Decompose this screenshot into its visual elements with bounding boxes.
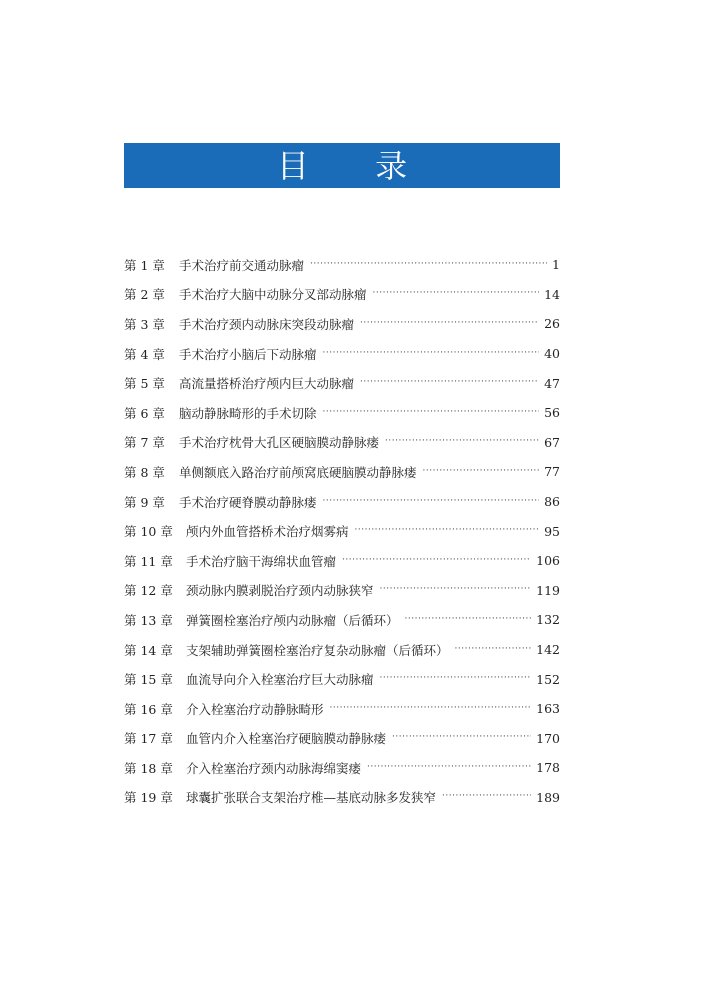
page-number: 47 bbox=[544, 375, 560, 391]
chapter-title: 球囊扩张联合支架治疗椎—基底动脉多发狭窄 bbox=[186, 790, 437, 806]
toc-entry[interactable] bbox=[124, 694, 560, 724]
chapter-number: 第 10 章 bbox=[124, 524, 173, 540]
dot-leader bbox=[342, 555, 531, 565]
chapter-title: 手术治疗大脑中动脉分叉部动脉瘤 bbox=[179, 287, 367, 303]
dot-leader bbox=[442, 791, 531, 801]
chapter-number: 第 19 章 bbox=[124, 790, 173, 806]
dot-leader bbox=[360, 318, 539, 328]
page-number: 152 bbox=[536, 671, 560, 687]
dot-leader bbox=[330, 703, 532, 713]
chapter-number: 第 11 章 bbox=[124, 553, 173, 569]
dot-leader bbox=[392, 732, 531, 742]
chapter-title: 弹簧圈栓塞治疗颅内动脉瘤（后循环） bbox=[186, 612, 399, 628]
chapter-number: 第 2 章 bbox=[124, 287, 165, 303]
dot-leader bbox=[455, 644, 532, 654]
dot-leader bbox=[380, 584, 532, 594]
chapter-title: 颅内外血管搭桥术治疗烟雾病 bbox=[186, 524, 349, 540]
chapter-number: 第 12 章 bbox=[124, 583, 173, 599]
chapter-number: 第 15 章 bbox=[124, 672, 173, 688]
page-number: 178 bbox=[536, 760, 560, 776]
chapter-number: 第 5 章 bbox=[124, 376, 165, 392]
chapter-number: 第 9 章 bbox=[124, 494, 165, 510]
dot-leader bbox=[423, 466, 540, 476]
page-number: 14 bbox=[544, 286, 560, 302]
page-number: 56 bbox=[544, 405, 560, 421]
chapter-number: 第 8 章 bbox=[124, 464, 165, 480]
page-title: 目 录 bbox=[276, 146, 436, 185]
chapter-title: 介入栓塞治疗颈内动脉海绵窦瘘 bbox=[186, 760, 362, 776]
chapter-title: 手术治疗颈内动脉床突段动脉瘤 bbox=[179, 316, 355, 332]
toc-entry[interactable] bbox=[124, 635, 560, 665]
toc-entry[interactable] bbox=[124, 783, 560, 813]
toc-entry[interactable] bbox=[124, 576, 560, 606]
chapter-title: 手术治疗小脑后下动脉瘤 bbox=[179, 346, 317, 362]
chapter-title: 手术治疗脑干海绵状血管瘤 bbox=[186, 553, 337, 569]
toc-entry[interactable] bbox=[124, 664, 560, 694]
dot-leader bbox=[367, 762, 531, 772]
page-number: 1 bbox=[552, 257, 560, 273]
chapter-title: 手术治疗硬脊膜动静脉瘘 bbox=[179, 494, 317, 510]
toc-entry[interactable] bbox=[124, 516, 560, 546]
chapter-title: 血管内介入栓塞治疗硬脑膜动静脉瘘 bbox=[186, 731, 387, 747]
page-number: 86 bbox=[544, 494, 560, 510]
chapter-number: 第 1 章 bbox=[124, 257, 165, 273]
toc-entry[interactable] bbox=[124, 280, 560, 310]
chapter-title: 单侧额底入路治疗前颅窝底硬脑膜动静脉瘘 bbox=[179, 464, 417, 480]
page-number: 189 bbox=[536, 789, 560, 805]
toc-entry[interactable] bbox=[124, 546, 560, 576]
toc-entry[interactable] bbox=[124, 250, 560, 280]
chapter-number: 第 7 章 bbox=[124, 435, 165, 451]
toc-entry[interactable] bbox=[124, 457, 560, 487]
chapter-number: 第 14 章 bbox=[124, 642, 173, 658]
page-number: 77 bbox=[544, 464, 560, 480]
dot-leader bbox=[373, 288, 540, 298]
toc-title-bar bbox=[124, 143, 560, 188]
chapter-number: 第 4 章 bbox=[124, 346, 165, 362]
chapter-title: 支架辅助弹簧圈栓塞治疗复杂动脉瘤（后循环） bbox=[186, 642, 449, 658]
page-number: 40 bbox=[544, 346, 560, 362]
page-number: 163 bbox=[536, 701, 560, 717]
chapter-title: 手术治疗枕骨大孔区硬脑膜动静脉瘘 bbox=[179, 435, 380, 451]
dot-leader bbox=[355, 525, 540, 535]
chapter-title: 脑动静脉畸形的手术切除 bbox=[179, 405, 317, 421]
dot-leader bbox=[360, 377, 539, 387]
chapter-number: 第 16 章 bbox=[124, 701, 173, 717]
toc-entry[interactable] bbox=[124, 309, 560, 339]
toc-entry[interactable] bbox=[124, 724, 560, 754]
chapter-number: 第 18 章 bbox=[124, 760, 173, 776]
page-number: 132 bbox=[536, 612, 560, 628]
page-number: 170 bbox=[536, 730, 560, 746]
chapter-title: 高流量搭桥治疗颅内巨大动脉瘤 bbox=[179, 376, 355, 392]
dot-leader bbox=[380, 673, 532, 683]
page-number: 95 bbox=[544, 523, 560, 539]
toc-entry[interactable] bbox=[124, 605, 560, 635]
table-of-contents bbox=[124, 250, 560, 812]
dot-leader bbox=[405, 614, 532, 624]
page-number: 67 bbox=[544, 434, 560, 450]
toc-entry[interactable] bbox=[124, 487, 560, 517]
page-number: 106 bbox=[536, 553, 560, 569]
toc-entry[interactable] bbox=[124, 428, 560, 458]
toc-entry[interactable] bbox=[124, 368, 560, 398]
toc-entry[interactable] bbox=[124, 753, 560, 783]
chapter-number: 第 13 章 bbox=[124, 612, 173, 628]
dot-leader bbox=[323, 496, 540, 506]
page-number: 26 bbox=[544, 316, 560, 332]
dot-leader bbox=[323, 407, 540, 417]
chapter-title: 介入栓塞治疗动静脉畸形 bbox=[186, 701, 324, 717]
dot-leader bbox=[310, 259, 547, 269]
dot-leader bbox=[323, 348, 540, 358]
chapter-title: 颈动脉内膜剥脱治疗颈内动脉狭窄 bbox=[186, 583, 374, 599]
chapter-title: 手术治疗前交通动脉瘤 bbox=[179, 257, 305, 273]
chapter-number: 第 3 章 bbox=[124, 316, 165, 332]
chapter-title: 血流导向介入栓塞治疗巨大动脉瘤 bbox=[186, 672, 374, 688]
chapter-number: 第 6 章 bbox=[124, 405, 165, 421]
chapter-number: 第 17 章 bbox=[124, 731, 173, 747]
toc-entry[interactable] bbox=[124, 398, 560, 428]
page-number: 142 bbox=[536, 642, 560, 658]
toc-entry[interactable] bbox=[124, 339, 560, 369]
page-number: 119 bbox=[536, 582, 560, 598]
dot-leader bbox=[385, 436, 539, 446]
